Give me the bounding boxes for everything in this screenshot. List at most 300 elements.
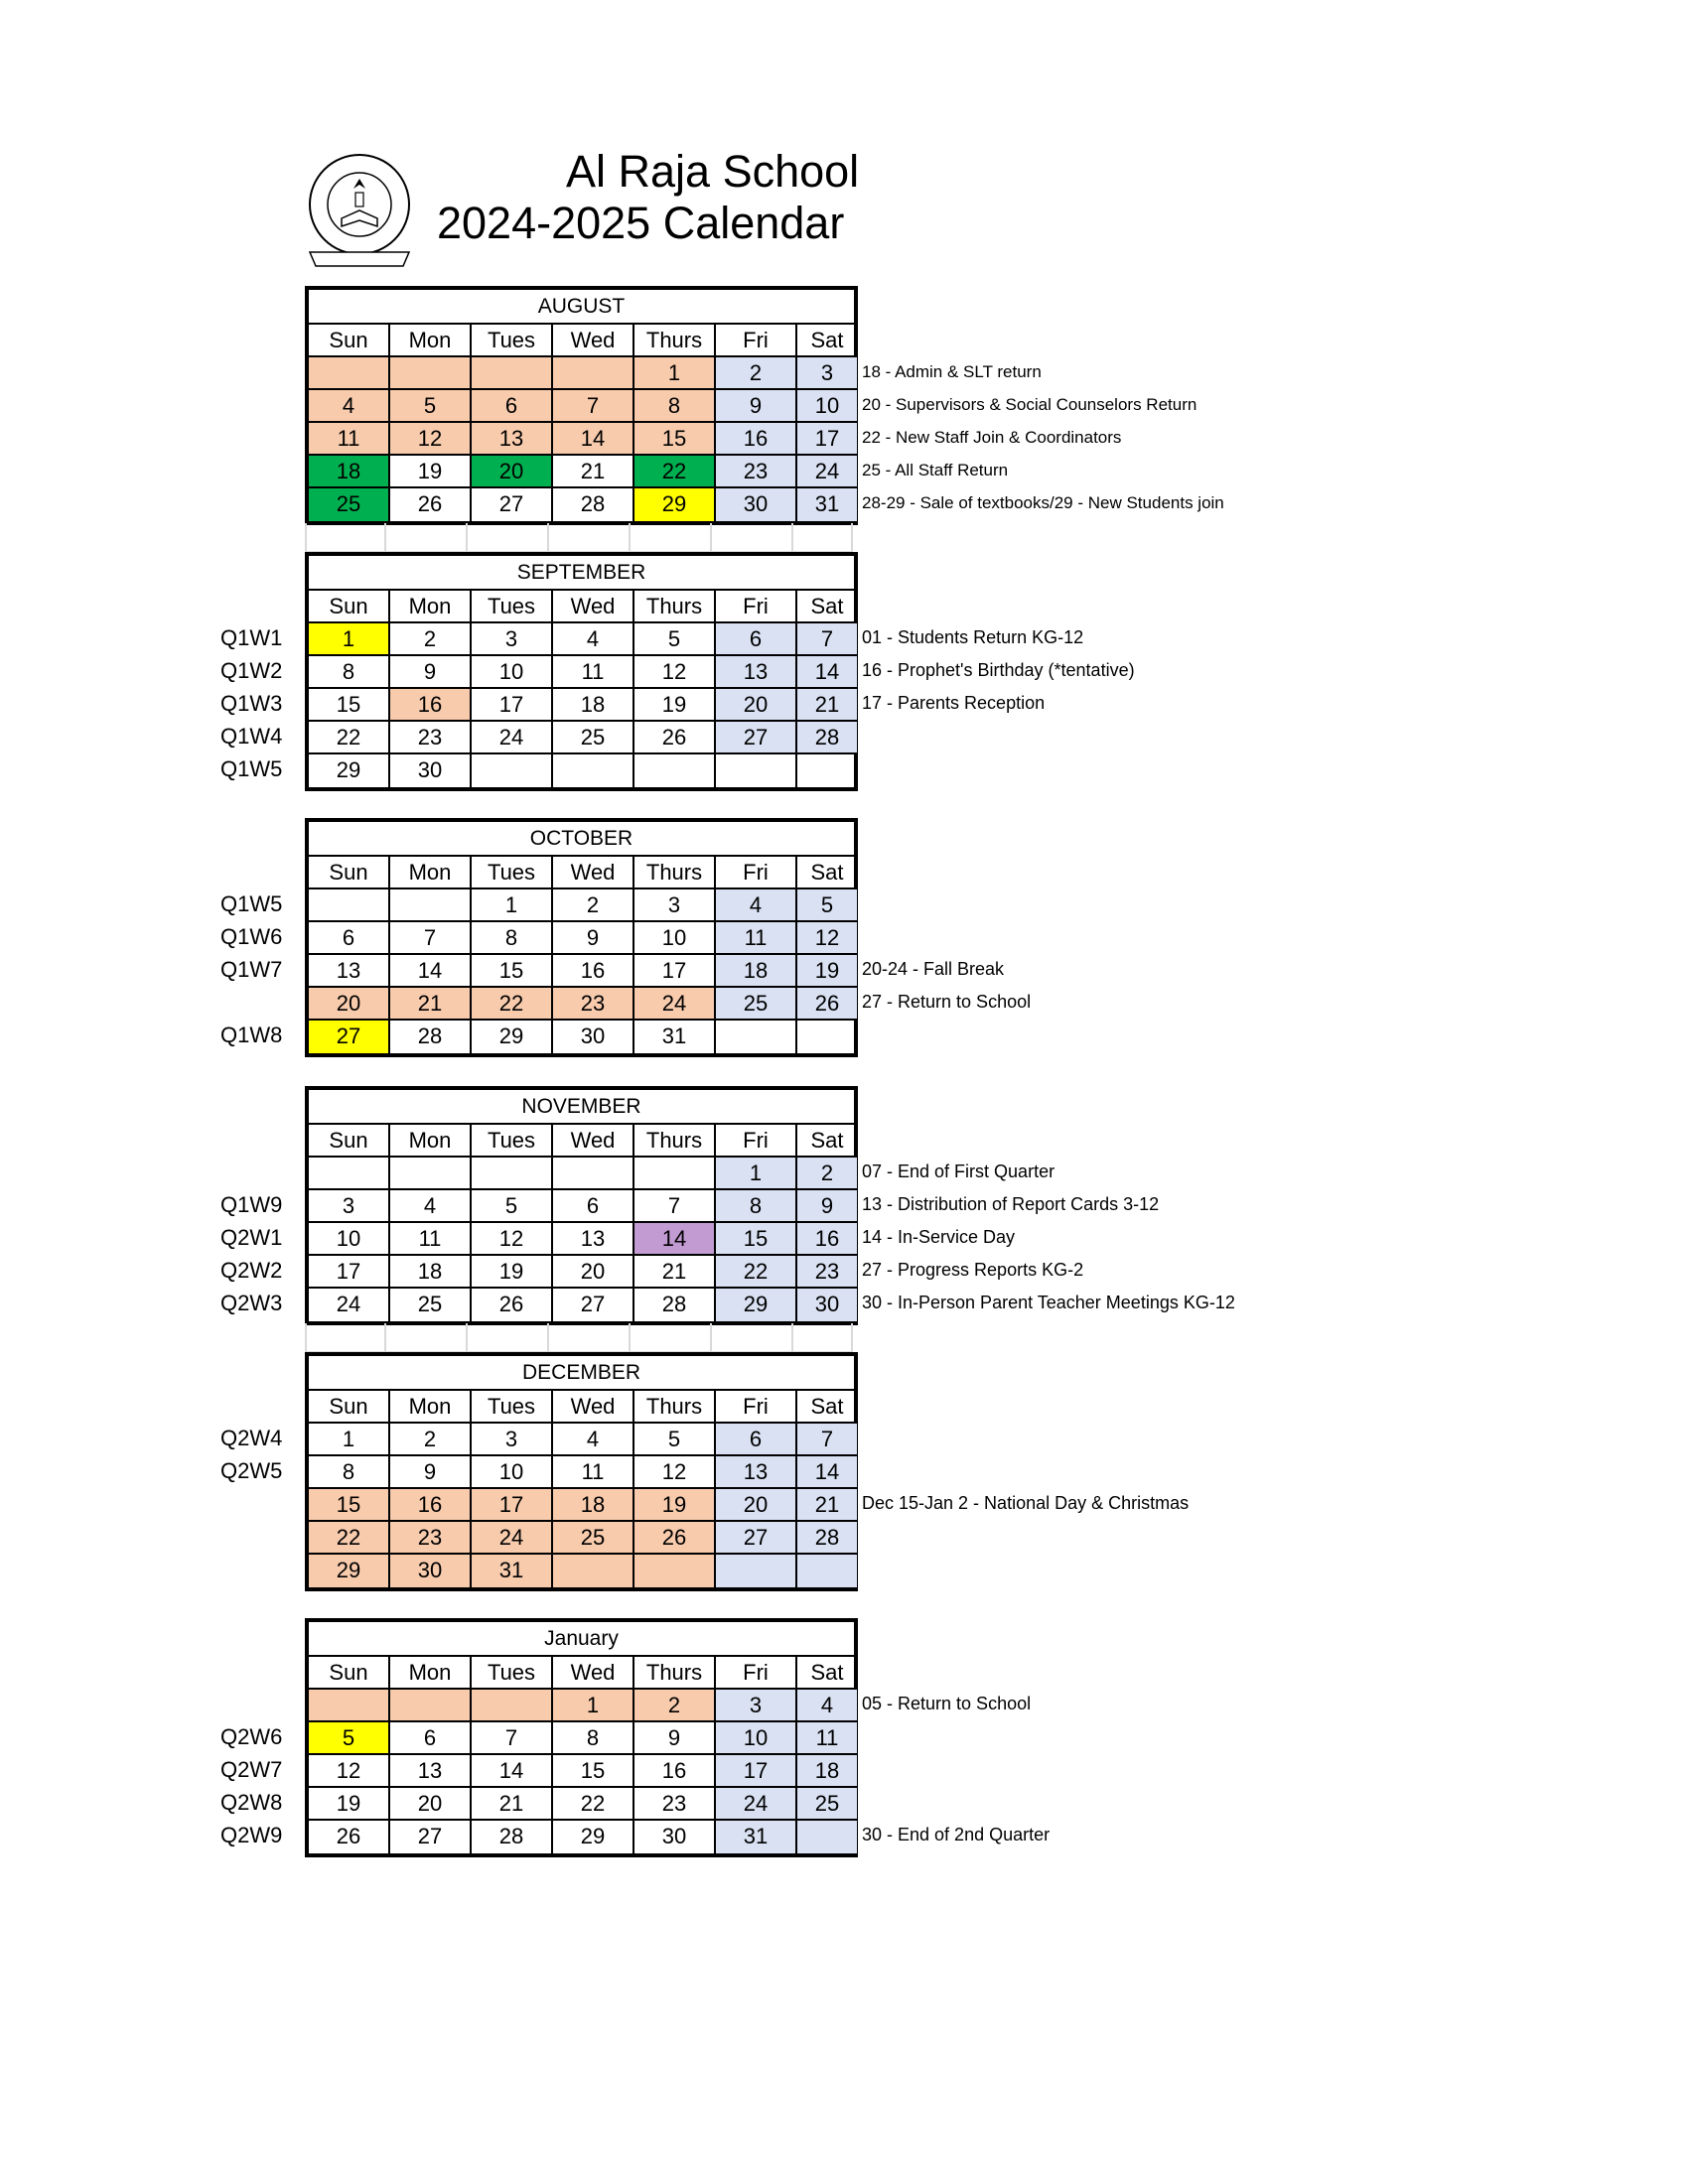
week-label: Q2W4 <box>220 1426 283 1450</box>
month-name: SEPTEMBER <box>309 556 854 591</box>
day-cell: 12 <box>390 423 472 454</box>
day-cell: 11 <box>553 1456 634 1487</box>
day-cell: 30 <box>634 1821 716 1853</box>
day-cell: 17 <box>716 1755 797 1786</box>
day-cell: 9 <box>390 656 472 687</box>
month-name: January <box>309 1622 854 1657</box>
day-cell <box>390 1690 472 1720</box>
event-note: 30 - In-Person Parent Teacher Meetings KG-12 <box>862 1293 1235 1312</box>
day-cell: 23 <box>797 1256 857 1287</box>
day-cell <box>472 754 553 787</box>
day-cell: 24 <box>309 1289 390 1321</box>
week-row <box>309 1821 854 1853</box>
day-cell <box>309 889 390 920</box>
day-cell: 16 <box>390 1489 472 1520</box>
week-row <box>309 1223 854 1256</box>
day-cell: 9 <box>634 1722 716 1753</box>
spacer-cell <box>386 523 468 553</box>
event-note: 07 - End of First Quarter <box>862 1161 1055 1181</box>
day-cell: 18 <box>390 1256 472 1287</box>
day-cell: 7 <box>553 390 634 421</box>
event-note: 18 - Admin & SLT return <box>862 362 1042 381</box>
day-cell: 24 <box>716 1788 797 1819</box>
day-cell: 3 <box>634 889 716 920</box>
day-cell: 11 <box>553 656 634 687</box>
week-label: Q2W8 <box>220 1790 283 1815</box>
day-cell: 14 <box>553 423 634 454</box>
day-cell: 2 <box>797 1158 857 1188</box>
day-header: Mon <box>390 1391 472 1422</box>
day-cell: 29 <box>309 754 390 787</box>
day-header: Wed <box>553 325 634 355</box>
month-october <box>305 818 858 1057</box>
day-cell: 21 <box>797 689 857 720</box>
day-cell: 27 <box>553 1289 634 1321</box>
week-label: Q2W7 <box>220 1757 283 1782</box>
day-cell: 27 <box>472 488 553 521</box>
day-cell <box>634 1158 716 1188</box>
day-cell: 6 <box>716 623 797 654</box>
day-cell: 12 <box>634 656 716 687</box>
day-header: Sun <box>309 591 390 621</box>
day-cell <box>797 1555 857 1587</box>
event-note: 17 - Parents Reception <box>862 693 1046 713</box>
day-cell: 23 <box>634 1788 716 1819</box>
day-cell: 10 <box>716 1722 797 1753</box>
week-row <box>309 623 854 656</box>
day-cell: 22 <box>472 988 553 1019</box>
day-cell: 1 <box>716 1158 797 1188</box>
day-cell: 13 <box>472 423 553 454</box>
day-header: Fri <box>716 857 797 887</box>
day-header: Sat <box>810 860 844 885</box>
day-cell: 7 <box>390 922 472 953</box>
day-cell: 21 <box>634 1256 716 1287</box>
day-cell: 26 <box>309 1821 390 1853</box>
day-header: Sat <box>810 594 844 618</box>
week-row <box>309 423 854 456</box>
day-cell: 17 <box>472 689 553 720</box>
day-header: Mon <box>390 325 472 355</box>
day-cell <box>390 357 472 388</box>
event-note: 13 - Distribution of Report Cards 3-12 <box>862 1194 1160 1214</box>
day-cell: 19 <box>472 1256 553 1287</box>
day-header: Fri <box>716 325 797 355</box>
day-cell <box>797 754 857 787</box>
spacer-row <box>305 523 858 553</box>
day-cell: 26 <box>472 1289 553 1321</box>
day-cell: 8 <box>472 922 553 953</box>
day-header: Fri <box>716 1125 797 1156</box>
school-name: Al Raja School <box>566 146 860 197</box>
day-header-row <box>309 857 854 889</box>
day-header: Thurs <box>634 1657 716 1688</box>
day-cell: 30 <box>390 754 472 787</box>
day-cell: 9 <box>797 1190 857 1221</box>
spacer-cell <box>712 1323 793 1353</box>
day-header: Sun <box>309 857 390 887</box>
week-row <box>309 922 854 955</box>
week-label: Q1W7 <box>220 957 283 982</box>
event-note: 20-24 - Fall Break <box>862 959 1005 979</box>
day-header: Wed <box>553 1125 634 1156</box>
day-header: Wed <box>553 591 634 621</box>
week-row <box>309 1489 854 1522</box>
day-cell: 17 <box>797 423 857 454</box>
day-header: Tues <box>472 1125 553 1156</box>
day-cell: 8 <box>553 1722 634 1753</box>
day-cell: 28 <box>553 488 634 521</box>
day-header: Tues <box>472 591 553 621</box>
day-cell: 15 <box>716 1223 797 1254</box>
day-cell: 1 <box>309 623 390 654</box>
event-note: 14 - In-Service Day <box>862 1227 1016 1247</box>
day-header-row <box>309 591 854 623</box>
day-header-row <box>309 325 854 357</box>
week-label: Q1W8 <box>220 1023 283 1047</box>
day-cell: 26 <box>634 722 716 752</box>
week-row <box>309 488 854 521</box>
day-cell: 10 <box>797 390 857 421</box>
spacer-cell <box>631 523 712 553</box>
day-cell: 26 <box>634 1522 716 1553</box>
day-cell: 25 <box>716 988 797 1019</box>
day-cell: 25 <box>553 1522 634 1553</box>
day-cell: 31 <box>634 1021 716 1053</box>
day-cell: 26 <box>797 988 857 1019</box>
week-row <box>309 1158 854 1190</box>
day-cell: 3 <box>716 1690 797 1720</box>
spacer-cell <box>712 523 793 553</box>
day-header: Mon <box>390 1125 472 1156</box>
day-cell: 18 <box>553 1489 634 1520</box>
month-name: OCTOBER <box>309 822 854 857</box>
day-header: Sat <box>810 1128 844 1153</box>
day-cell: 7 <box>797 623 857 654</box>
day-cell: 7 <box>472 1722 553 1753</box>
day-cell: 18 <box>309 456 390 486</box>
week-row <box>309 1522 854 1555</box>
day-cell <box>553 754 634 787</box>
day-cell: 29 <box>472 1021 553 1053</box>
day-header: Sat <box>810 1394 844 1419</box>
day-cell: 4 <box>716 889 797 920</box>
day-cell: 19 <box>390 456 472 486</box>
day-cell: 4 <box>553 623 634 654</box>
week-row <box>309 1289 854 1321</box>
day-cell: 15 <box>634 423 716 454</box>
day-cell: 15 <box>309 689 390 720</box>
day-header: Sun <box>309 1657 390 1688</box>
week-row <box>309 722 854 754</box>
day-header: Tues <box>472 1657 553 1688</box>
day-cell <box>634 754 716 787</box>
day-cell <box>472 357 553 388</box>
week-label: Q2W9 <box>220 1823 283 1847</box>
week-row <box>309 390 854 423</box>
day-cell: 18 <box>716 955 797 986</box>
event-note: 25 - All Staff Return <box>862 461 1009 479</box>
day-cell: 28 <box>472 1821 553 1853</box>
day-cell: 30 <box>390 1555 472 1587</box>
day-cell <box>472 1690 553 1720</box>
week-row <box>309 1722 854 1755</box>
day-header: Wed <box>553 1391 634 1422</box>
spacer-cell <box>793 523 853 553</box>
day-cell: 3 <box>472 623 553 654</box>
day-cell: 9 <box>553 922 634 953</box>
week-row <box>309 357 854 390</box>
day-header: Sat <box>810 1660 844 1685</box>
day-cell: 11 <box>309 423 390 454</box>
day-cell: 4 <box>797 1690 857 1720</box>
day-cell: 23 <box>390 1522 472 1553</box>
event-note: 01 - Students Return KG-12 <box>862 627 1084 647</box>
day-cell: 31 <box>716 1821 797 1853</box>
week-row <box>309 754 854 787</box>
day-cell: 4 <box>390 1190 472 1221</box>
week-label: Q1W6 <box>220 924 283 949</box>
week-label: Q1W5 <box>220 891 283 916</box>
day-cell: 5 <box>309 1722 390 1753</box>
day-cell: 8 <box>716 1190 797 1221</box>
day-cell: 14 <box>797 1456 857 1487</box>
day-cell: 19 <box>309 1788 390 1819</box>
day-cell: 16 <box>716 423 797 454</box>
week-row <box>309 1021 854 1053</box>
day-cell: 27 <box>716 1522 797 1553</box>
day-cell: 15 <box>309 1489 390 1520</box>
spacer-cell <box>468 1323 549 1353</box>
day-cell: 9 <box>716 390 797 421</box>
month-august <box>305 286 858 525</box>
day-cell <box>716 1555 797 1587</box>
week-label: Q2W1 <box>220 1225 283 1250</box>
event-note: 27 - Return to School <box>862 992 1032 1012</box>
day-cell: 28 <box>634 1289 716 1321</box>
spacer-cell <box>793 1323 853 1353</box>
day-cell: 23 <box>716 456 797 486</box>
day-header: Thurs <box>634 857 716 887</box>
day-cell: 3 <box>797 357 857 388</box>
day-cell: 18 <box>553 689 634 720</box>
day-cell <box>797 1821 857 1853</box>
event-note: 28-29 - Sale of textbooks/29 - New Students join <box>862 493 1224 512</box>
day-cell: 3 <box>309 1190 390 1221</box>
day-cell: 8 <box>309 656 390 687</box>
day-cell: 22 <box>716 1256 797 1287</box>
day-cell: 25 <box>390 1289 472 1321</box>
day-cell: 27 <box>309 1021 390 1053</box>
day-cell: 28 <box>390 1021 472 1053</box>
day-cell: 31 <box>472 1555 553 1587</box>
day-cell: 21 <box>390 988 472 1019</box>
day-cell: 30 <box>797 1289 857 1321</box>
day-cell: 29 <box>309 1555 390 1587</box>
day-cell: 27 <box>390 1821 472 1853</box>
day-cell: 13 <box>390 1755 472 1786</box>
day-cell: 19 <box>634 689 716 720</box>
day-header: Sat <box>810 328 844 352</box>
day-cell <box>797 1021 857 1053</box>
day-cell: 1 <box>472 889 553 920</box>
day-cell: 24 <box>797 456 857 486</box>
month-name: DECEMBER <box>309 1356 854 1391</box>
day-cell: 20 <box>390 1788 472 1819</box>
day-cell <box>716 754 797 787</box>
week-label: Q2W3 <box>220 1291 283 1315</box>
week-row <box>309 656 854 689</box>
week-row <box>309 456 854 488</box>
day-header: Wed <box>553 1657 634 1688</box>
day-cell <box>309 1690 390 1720</box>
day-cell: 14 <box>634 1223 716 1254</box>
day-cell: 21 <box>472 1788 553 1819</box>
day-cell <box>553 1555 634 1587</box>
day-header: Sun <box>309 1391 390 1422</box>
month-december <box>305 1352 858 1591</box>
day-cell <box>309 1158 390 1188</box>
day-cell: 14 <box>472 1755 553 1786</box>
week-row <box>309 955 854 988</box>
week-row <box>309 1555 854 1587</box>
day-cell: 27 <box>716 722 797 752</box>
day-cell: 1 <box>309 1424 390 1454</box>
day-cell: 2 <box>390 1424 472 1454</box>
day-cell: 13 <box>553 1223 634 1254</box>
day-cell: 6 <box>472 390 553 421</box>
event-note: 05 - Return to School <box>862 1694 1032 1713</box>
day-cell: 22 <box>309 722 390 752</box>
day-header: Fri <box>716 1657 797 1688</box>
day-cell <box>309 357 390 388</box>
day-cell: 16 <box>390 689 472 720</box>
day-cell: 6 <box>716 1424 797 1454</box>
day-cell: 6 <box>553 1190 634 1221</box>
day-cell: 21 <box>553 456 634 486</box>
day-header: Sun <box>309 325 390 355</box>
day-header: Tues <box>472 325 553 355</box>
day-cell: 20 <box>716 689 797 720</box>
day-cell: 13 <box>309 955 390 986</box>
day-header: Thurs <box>634 1391 716 1422</box>
spacer-cell <box>468 523 549 553</box>
day-cell: 25 <box>797 1788 857 1819</box>
day-cell: 25 <box>309 488 390 521</box>
day-header-row <box>309 1391 854 1424</box>
day-cell: 20 <box>553 1256 634 1287</box>
day-cell: 16 <box>553 955 634 986</box>
week-row <box>309 689 854 722</box>
week-label: Q1W3 <box>220 691 283 716</box>
day-cell: 15 <box>553 1755 634 1786</box>
event-note: Dec 15-Jan 2 - National Day & Christmas <box>862 1493 1190 1513</box>
week-label: Q2W2 <box>220 1258 283 1283</box>
day-cell: 1 <box>634 357 716 388</box>
day-cell: 28 <box>797 722 857 752</box>
day-cell: 21 <box>797 1489 857 1520</box>
day-cell: 17 <box>309 1256 390 1287</box>
day-cell: 4 <box>553 1424 634 1454</box>
month-name: NOVEMBER <box>309 1090 854 1125</box>
day-header: Fri <box>716 1391 797 1422</box>
month-january <box>305 1618 858 1857</box>
month-name: AUGUST <box>309 290 854 325</box>
week-row <box>309 1424 854 1456</box>
day-header: Thurs <box>634 325 716 355</box>
day-cell: 12 <box>797 922 857 953</box>
week-label: Q2W5 <box>220 1458 283 1483</box>
event-note: 27 - Progress Reports KG-2 <box>862 1260 1084 1280</box>
day-cell: 14 <box>797 656 857 687</box>
week-row <box>309 1190 854 1223</box>
day-cell: 5 <box>390 390 472 421</box>
spacer-cell <box>631 1323 712 1353</box>
spacer-cell <box>549 1323 631 1353</box>
week-row <box>309 889 854 922</box>
day-cell <box>553 1158 634 1188</box>
day-header: Tues <box>472 1391 553 1422</box>
week-label: Q1W5 <box>220 756 283 781</box>
week-label: Q1W1 <box>220 625 283 650</box>
day-header: Wed <box>553 857 634 887</box>
day-cell: 6 <box>390 1722 472 1753</box>
day-cell: 23 <box>553 988 634 1019</box>
week-label: Q2W6 <box>220 1724 283 1749</box>
day-cell: 7 <box>797 1424 857 1454</box>
event-note: 30 - End of 2nd Quarter <box>862 1825 1051 1844</box>
day-cell: 18 <box>797 1755 857 1786</box>
day-cell <box>553 357 634 388</box>
day-header: Sun <box>309 1125 390 1156</box>
day-cell: 8 <box>309 1456 390 1487</box>
day-header: Mon <box>390 591 472 621</box>
day-cell: 11 <box>797 1722 857 1753</box>
day-cell: 6 <box>309 922 390 953</box>
spacer-row <box>305 1323 858 1353</box>
day-cell: 13 <box>716 656 797 687</box>
week-row <box>309 1256 854 1289</box>
week-row <box>309 1788 854 1821</box>
day-cell: 19 <box>634 1489 716 1520</box>
day-cell: 5 <box>634 623 716 654</box>
day-cell: 3 <box>472 1424 553 1454</box>
day-cell <box>472 1158 553 1188</box>
day-cell: 2 <box>553 889 634 920</box>
day-cell: 24 <box>472 722 553 752</box>
day-cell: 16 <box>797 1223 857 1254</box>
day-cell: 22 <box>309 1522 390 1553</box>
week-label: Q1W2 <box>220 658 283 683</box>
day-cell: 8 <box>634 390 716 421</box>
day-cell: 10 <box>634 922 716 953</box>
day-cell: 24 <box>472 1522 553 1553</box>
day-cell: 10 <box>472 1456 553 1487</box>
day-cell: 19 <box>797 955 857 986</box>
day-cell <box>634 1555 716 1587</box>
day-cell: 31 <box>797 488 857 521</box>
day-cell: 5 <box>634 1424 716 1454</box>
day-cell: 2 <box>390 623 472 654</box>
day-header: Thurs <box>634 591 716 621</box>
calendar-title: 2024-2025 Calendar <box>437 198 845 248</box>
week-row <box>309 1755 854 1788</box>
day-cell: 5 <box>472 1190 553 1221</box>
week-label: Q1W4 <box>220 724 283 749</box>
week-row <box>309 988 854 1021</box>
month-november <box>305 1086 858 1325</box>
day-cell: 12 <box>472 1223 553 1254</box>
